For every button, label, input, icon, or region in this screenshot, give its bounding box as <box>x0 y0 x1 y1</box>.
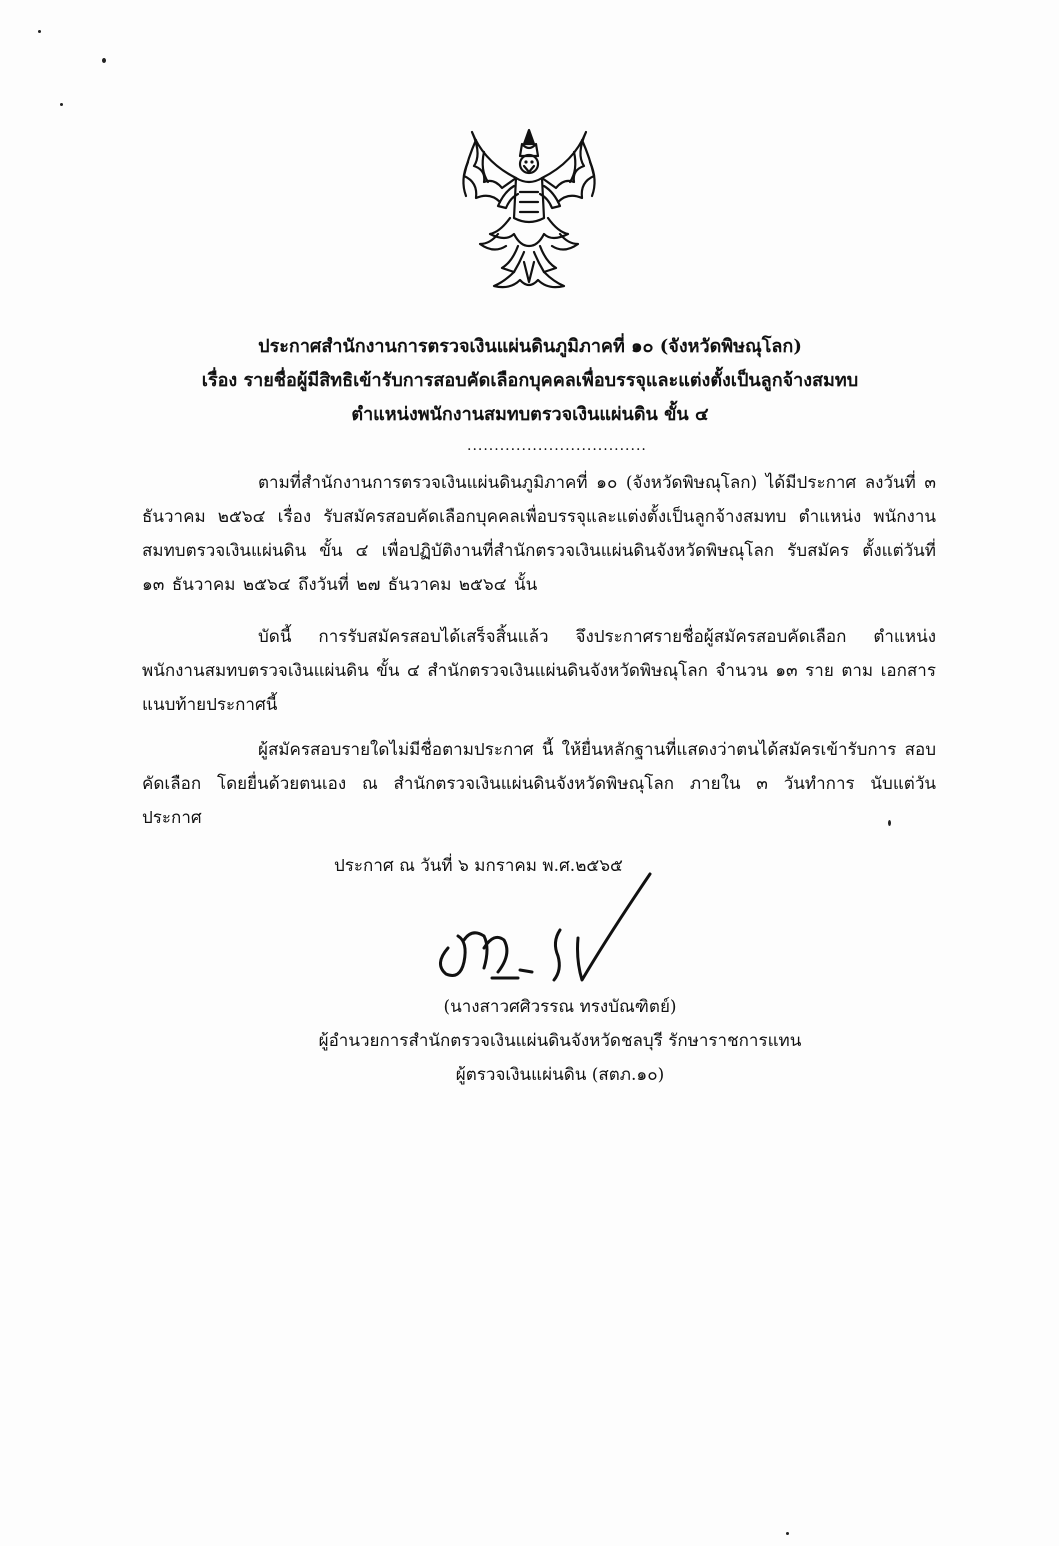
announcement-date: ประกาศ ณ วันที่ ๖ มกราคม พ.ศ.๒๕๖๕ <box>334 856 623 876</box>
body-paragraph-2: บัดนี้ การรับสมัครสอบได้เสร็จสิ้นแล้ว จึงประกาศรายชื่อผู้สมัครสอบคัดเลือก ตำแหน่ง พนักงานสมทบตรวจเงินแผ่นดิน ขั้น ๔ สำนักตรวจเงินแผ่นดินจังหวัดพิษณุโลก จำนวน ๑๓ ราย ตาม เอกสารแนบท้ายประกาศนี้ <box>142 627 936 715</box>
announcement-header <box>100 330 960 432</box>
signer-acting-for: ผู้ตรวจเงินแผ่นดิน (สตภ.๑๐) <box>455 1065 665 1085</box>
garuda-emblem-icon <box>454 122 604 292</box>
scan-speck <box>60 103 63 106</box>
body-paragraph-1: ตามที่สำนักงานการตรวจเงินแผ่นดินภูมิภาคที่ ๑๐ (จังหวัดพิษณุโลก) ได้มีประกาศ ลงวันที่ ๓ ธันวาคม ๒๕๖๔ เรื่อง รับสมัครสอบคัดเลือกบุคคลเพื่อบรรจุและแต่งตั้งเป็นลูกจ้างสมทบ ตำแหน่ง พนักงานสมทบตรวจเงินแผ่นดิน ขั้น ๔ เพื่อปฏิบัติงานที่สำนักตรวจเงินแผ่นดินจังหวัดพิษณุโลก รับสมัคร ตั้งแต่วันที่ ๑๓ ธันวาคม ๒๕๖๔ ถึงวันที่ ๒๗ ธันวาคม ๒๕๖๔ นั้น <box>142 473 936 595</box>
body-paragraph-3: ผู้สมัครสอบรายใดไม่มีชื่อตามประกาศ นี้ ให้ยื่นหลักฐานที่แสดงว่าตนได้สมัครเข้ารับการ สอบคัดเลือก โดยยื่นด้วยตนเอง ณ สำนักตรวจเงินแผ่นดินจังหวัดพิษณุโลก ภายใน ๓ วันทำการ นับแต่วัน ประกาศ <box>142 740 936 828</box>
scan-speck <box>38 30 41 33</box>
handwritten-signature <box>428 868 664 988</box>
scan-speck <box>102 58 106 63</box>
signer-block <box>200 990 920 1092</box>
dotted-divider: ................................. <box>467 438 647 454</box>
header-subject: เรื่อง รายชื่อผู้มีสิทธิเข้ารับการสอบคัดเลือกบุคคลเพื่อบรรจุและแต่งตั้งเป็นลูกจ้างสมทบ <box>201 370 859 391</box>
signer-name: (นางสาวศศิวรรณ ทรงบัณฑิตย์) <box>443 997 677 1017</box>
signer-position: ผู้อำนวยการสำนักตรวจเงินแผ่นดินจังหวัดชลบุรี รักษาราชการแทน <box>318 1031 802 1051</box>
scan-speck <box>786 1532 789 1535</box>
header-position: ตำแหน่งพนักงานสมทบตรวจเงินแผ่นดิน ขั้น ๔ <box>351 404 709 425</box>
header-title: ประกาศสำนักงานการตรวจเงินแผ่นดินภูมิภาคที่ ๑๐ (จังหวัดพิษณุโลก) <box>258 336 802 357</box>
